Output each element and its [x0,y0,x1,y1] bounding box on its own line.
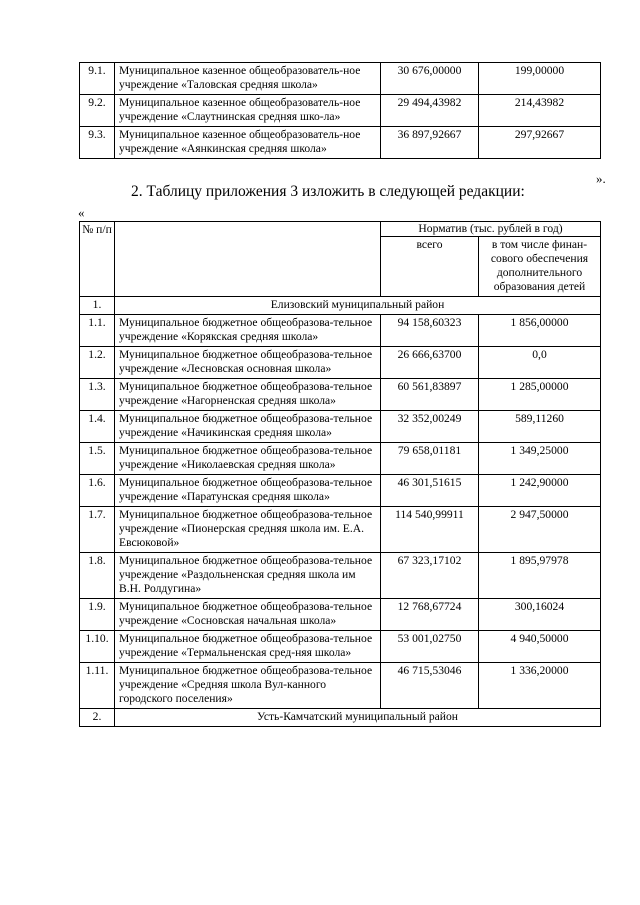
row-number: 9.3. [80,127,115,159]
institution-name: Муниципальное бюджетное общеобразова-тельное учреждение «Раздольненская средняя школа им В.Н. Ролдугина» [115,553,381,599]
table-row [80,379,601,411]
additional-value: 2 947,50000 [479,507,601,553]
institution-name: Муниципальное казенное общеобразователь-ное учреждение «Таловская средняя школа» [115,63,381,95]
row-number: 1.7. [80,507,115,553]
row-number: 1.4. [80,411,115,443]
table-row [80,507,601,553]
table-row [80,443,601,475]
section-title: Елизовский муниципальный район [115,297,601,315]
additional-value: 1 336,20000 [479,663,601,709]
additional-value: 4 940,50000 [479,631,601,663]
institution-name: Муниципальное бюджетное общеобразова-тельное учреждение «Средняя школа Вул-канного городского поселения» [115,663,381,709]
institution-name: Муниципальное бюджетное общеобразова-тельное учреждение «Термальненская сред-няя школа» [115,631,381,663]
header-total: всего [381,237,479,297]
table-row [80,663,601,709]
total-value: 94 158,60323 [381,315,479,347]
institution-name: Муниципальное бюджетное общеобразова-тельное учреждение «Сосновская начальная школа» [115,599,381,631]
total-value: 12 768,67724 [381,599,479,631]
row-number: 1.11. [80,663,115,709]
row-number: 1.2. [80,347,115,379]
institution-name: Муниципальное бюджетное общеобразова-тельное учреждение «Корякская средняя школа» [115,315,381,347]
header-normative: Норматив (тыс. рублей в год) [381,222,601,237]
additional-value: 1 285,00000 [479,379,601,411]
institution-name: Муниципальное бюджетное общеобразова-тельное учреждение «Николаевская средняя школа» [115,443,381,475]
additional-value: 214,43982 [479,95,601,127]
additional-value: 1 895,97978 [479,553,601,599]
total-value: 26 666,63700 [381,347,479,379]
table-row [80,127,601,159]
additional-value: 300,16024 [479,599,601,631]
table-row [80,553,601,599]
additional-value: 1 349,25000 [479,443,601,475]
additional-value: 0,0 [479,347,601,379]
institution-name: Муниципальное бюджетное общеобразова-тельное учреждение «Паратунская средняя школа» [115,475,381,507]
row-number: 1.1. [80,315,115,347]
total-value: 79 658,01181 [381,443,479,475]
table-row [80,475,601,507]
total-value: 60 561,83897 [381,379,479,411]
table-header-row [80,222,601,237]
header-additional: в том числе финан-сового обеспечения дополнительного образования детей [479,237,601,297]
row-number: 1.9. [80,599,115,631]
total-value: 29 494,43982 [381,95,479,127]
closing-quote: ». [596,171,606,186]
total-value: 36 897,92667 [381,127,479,159]
total-value: 30 676,00000 [381,63,479,95]
total-value: 53 001,02750 [381,631,479,663]
row-number: 9.1. [80,63,115,95]
total-value: 67 323,17102 [381,553,479,599]
header-name [115,222,381,297]
additional-value: 199,00000 [479,63,601,95]
table-row [80,315,601,347]
institution-name: Муниципальное казенное общеобразователь-ное учреждение «Слаутнинская средняя шко-ла» [115,95,381,127]
table-row [80,95,601,127]
section-number: 1. [80,297,115,315]
additional-value: 297,92667 [479,127,601,159]
institution-name: Муниципальное бюджетное общеобразова-тельное учреждение «Пионерская средняя школа им. Е.А. Евсюковой» [115,507,381,553]
institution-name: Муниципальное казенное общеобразователь-ное учреждение «Аянкинская средняя школа» [115,127,381,159]
table-row [80,411,601,443]
institution-name: Муниципальное бюджетное общеобразова-тельное учреждение «Лесновская основная школа» [115,347,381,379]
row-number: 1.6. [80,475,115,507]
opening-quote: « [78,205,85,220]
previous-table-fragment [79,62,601,159]
row-number: 1.5. [80,443,115,475]
table-row [80,631,601,663]
total-value: 46 301,51615 [381,475,479,507]
additional-value: 1 856,00000 [479,315,601,347]
table-row [80,347,601,379]
total-value: 114 540,99911 [381,507,479,553]
normative-table [79,221,601,727]
row-number: 9.2. [80,95,115,127]
row-number: 1.3. [80,379,115,411]
total-value: 32 352,00249 [381,411,479,443]
header-number: № п/п [80,222,115,297]
additional-value: 1 242,90000 [479,475,601,507]
additional-value: 589,11260 [479,411,601,443]
row-number: 1.8. [80,553,115,599]
institution-name: Муниципальное бюджетное общеобразова-тельное учреждение «Начикинская средняя школа» [115,411,381,443]
row-number: 1.10. [80,631,115,663]
total-value: 46 715,53046 [381,663,479,709]
section-title: Усть-Камчатский муниципальный район [115,709,601,727]
section-heading: 2. Таблицу приложения 3 изложить в следующей редакции: [131,183,525,200]
institution-name: Муниципальное бюджетное общеобразова-тельное учреждение «Нагорненская средняя школа» [115,379,381,411]
section-number: 2. [80,709,115,727]
table-row [80,599,601,631]
section-row [80,297,601,315]
section-row [80,709,601,727]
table-row [80,63,601,95]
